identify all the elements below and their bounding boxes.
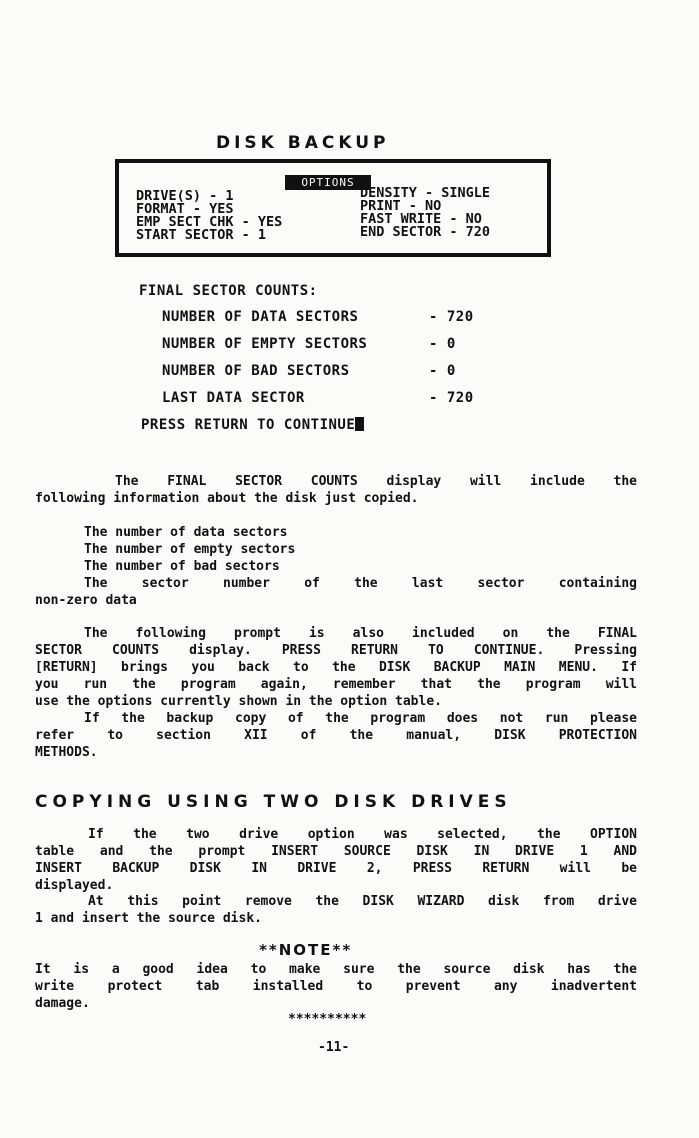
list-item: The number of data sectors (84, 525, 288, 540)
note-heading: **NOTE** (259, 941, 353, 959)
count-value: - 0 (429, 363, 456, 379)
list-item: The number of bad sectors (84, 559, 280, 574)
count-label: NUMBER OF DATA SECTORS (162, 309, 359, 325)
para1-line: The FINAL SECTOR COUNTS display will include the (115, 474, 637, 489)
option-end-sector: END SECTOR - 720 (360, 224, 491, 240)
para2-line: SECTOR COUNTS display. PRESS RETURN TO CONTINUE. Pressing (35, 643, 637, 658)
section-heading: COPYING USING TWO DISK DRIVES (35, 792, 512, 812)
para2-line: you run the program again, remember that the program will (35, 677, 637, 692)
para3-line: refer to section XII of the manual, DISK PROTECTION (35, 728, 637, 743)
para3-line: METHODS. (35, 745, 98, 760)
note-line: damage. (35, 996, 90, 1011)
text-cursor (355, 417, 364, 431)
final-sector-counts-heading: FINAL SECTOR COUNTS: (139, 283, 318, 299)
para3-line: If the backup copy of the program does not run please (84, 711, 637, 726)
option-print: PRINT - NO (360, 198, 442, 214)
count-value: - 720 (429, 309, 474, 325)
options-label: OPTIONS (285, 175, 371, 190)
continue-prompt-text: PRESS RETURN TO CONTINUE (141, 417, 356, 433)
para4-line: displayed. (35, 878, 114, 893)
list-item: The number of empty sectors (84, 542, 296, 557)
option-start-sector: START SECTOR - 1 (136, 227, 267, 243)
page-number: -11- (318, 1040, 350, 1055)
option-drives: DRIVE(S) - 1 (136, 188, 234, 204)
para4-line: If the two drive option was selected, the OPTION (88, 827, 637, 842)
para4-line: INSERT BACKUP DISK IN DRIVE 2, PRESS RETURN will be (35, 861, 637, 876)
page-title: DISK BACKUP (216, 133, 390, 153)
list-item-continued: non-zero data (35, 593, 137, 608)
para5-line: At this point remove the DISK WIZARD disk from drive (88, 894, 637, 909)
count-label: LAST DATA SECTOR (162, 390, 305, 406)
note-stars: ********** (288, 1012, 367, 1027)
para5-line: 1 and insert the source disk. (35, 911, 262, 926)
option-fast-write: FAST WRITE - NO (360, 211, 482, 227)
count-value: - 0 (429, 336, 456, 352)
list-item: The sector number of the last sector containing (84, 576, 637, 591)
note-line: write protect tab installed to prevent any inadvertent (35, 979, 637, 994)
para4-line: table and the prompt INSERT SOURCE DISK IN DRIVE 1 AND (35, 844, 637, 859)
para1-line: following information about the disk just copied. (35, 491, 419, 506)
count-label: NUMBER OF EMPTY SECTORS (162, 336, 368, 352)
count-label: NUMBER OF BAD SECTORS (162, 363, 350, 379)
para2-line: [RETURN] brings you back to the DISK BACKUP MAIN MENU. If (35, 660, 637, 675)
note-line: It is a good idea to make sure the source disk has the (35, 962, 637, 977)
para2-line: The following prompt is also included on the FINAL (84, 626, 637, 641)
para2-line: use the options currently shown in the option table. (35, 694, 442, 709)
continue-prompt (141, 417, 364, 433)
option-format: FORMAT - YES (136, 201, 234, 217)
option-density: DENSITY - SINGLE (360, 185, 491, 201)
count-value: - 720 (429, 390, 474, 406)
option-emp-sect-chk: EMP SECT CHK - YES (136, 214, 283, 230)
